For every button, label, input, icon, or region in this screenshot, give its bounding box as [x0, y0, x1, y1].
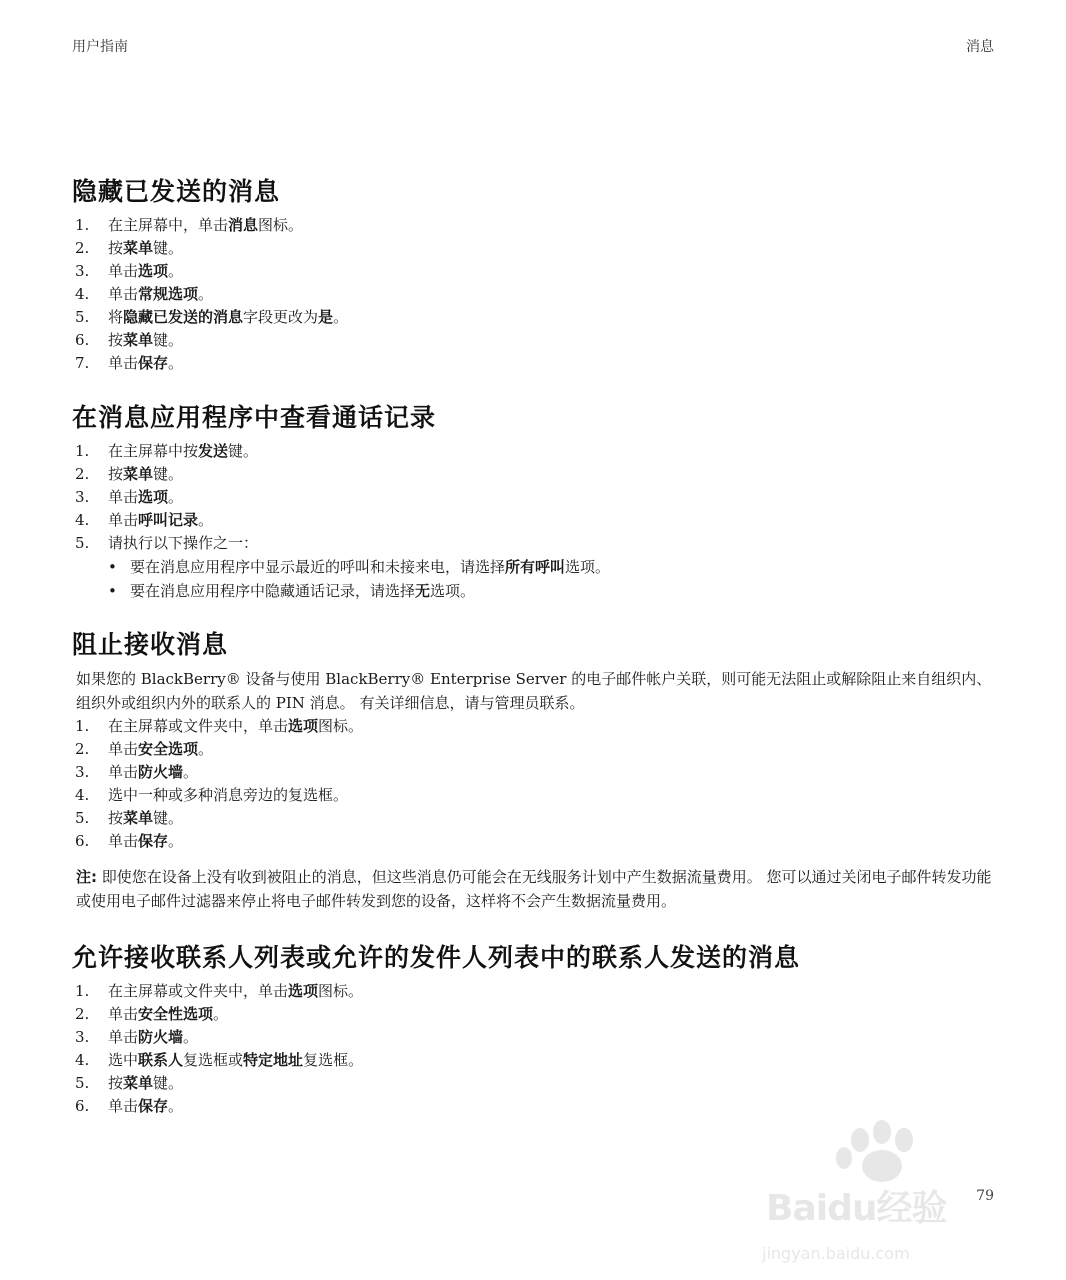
step-item: 7. 单击保存。 [75, 354, 184, 372]
intro-paragraph: 如果您的 BlackBerry® 设备与使用 BlackBerry® Enterprise Server 的电子邮件帐户关联，则可能无法阻止或解除阻止来自组织内、组织外或组织内外的联系人的 PIN 消息。 有关详细信息，请与管理员联系。 [76, 670, 992, 712]
step-item: 2. 按菜单键。 [75, 239, 184, 257]
section-block-messages [72, 625, 1002, 913]
step-list [72, 214, 1002, 375]
bullet-icon: • [108, 582, 117, 600]
option-bullet-list [72, 555, 1002, 603]
step-item: 3. 单击防火墙。 [75, 763, 199, 781]
step-item: 4. 选中一种或多种消息旁边的复选框。 [75, 786, 349, 804]
bullet-item: • 要在消息应用程序中显示最近的呼叫和未接来电，请选择所有呼叫选项。 [108, 555, 1002, 579]
page-number: 79 [976, 1188, 994, 1204]
step-item: 6. 单击保存。 [75, 832, 184, 850]
bullet-item: • 要在消息应用程序中隐藏通话记录，请选择无选项。 [108, 579, 1002, 603]
section-allow-contacts [72, 938, 1002, 1118]
watermark-brand: Baidu经验 [766, 1188, 947, 1229]
step-item: 5. 按菜单键。 [75, 1074, 184, 1092]
step-item: 3. 单击选项。 [75, 488, 184, 506]
step-item: 5. 将隐藏已发送的消息字段更改为是。 [75, 308, 349, 326]
step-list [72, 715, 1002, 853]
step-item: 3. 单击选项。 [75, 262, 184, 280]
step-item: 1. 在主屏幕中按发送键。 [75, 442, 259, 460]
section-heading: 隐藏已发送的消息 [72, 177, 281, 206]
step-list [72, 440, 1002, 555]
note-label: 注: [76, 868, 97, 886]
step-item: 2. 单击安全性选项。 [75, 1005, 229, 1023]
step-item: 4. 单击呼叫记录。 [75, 511, 214, 529]
watermark-url: jingyan.baidu.com [762, 1244, 910, 1263]
section-hide-sent-messages [72, 172, 1002, 375]
step-item: 4. 单击常规选项。 [75, 285, 214, 303]
step-item: 5. 请执行以下操作之一： [75, 534, 259, 552]
step-item: 1. 在主屏幕中，单击消息图标。 [75, 216, 304, 234]
note-paragraph: 注: 即使您在设备上没有收到被阻止的消息，但这些消息仍可能会在无线服务计划中产生数据流量费用。 您可以通过关闭电子邮件转发功能或使用电子邮件过滤器来停止将电子邮件转发到您的设备，这样将不会产生数据流量费用。 [76, 868, 992, 910]
header-section-title: 消息 [966, 39, 994, 55]
step-item: 3. 单击防火墙。 [75, 1028, 199, 1046]
step-item: 2. 单击安全选项。 [75, 740, 214, 758]
section-heading: 允许接收联系人列表或允许的发件人列表中的联系人发送的消息 [72, 943, 801, 972]
section-heading: 在消息应用程序中查看通话记录 [72, 403, 437, 432]
section-view-call-log [72, 398, 1002, 603]
step-item: 1. 在主屏幕或文件夹中，单击选项图标。 [75, 717, 364, 735]
step-item: 1. 在主屏幕或文件夹中，单击选项图标。 [75, 982, 364, 1000]
section-heading: 阻止接收消息 [72, 630, 229, 659]
step-list [72, 980, 1002, 1118]
step-item: 5. 按菜单键。 [75, 809, 184, 827]
baidu-watermark [752, 1118, 1012, 1278]
step-item: 6. 按菜单键。 [75, 331, 184, 349]
step-item: 4. 选中联系人复选框或特定地址复选框。 [75, 1051, 364, 1069]
header-doc-title: 用户指南 [72, 39, 128, 55]
step-item: 2. 按菜单键。 [75, 465, 184, 483]
bullet-icon: • [108, 558, 117, 576]
step-item: 6. 单击保存。 [75, 1097, 184, 1115]
